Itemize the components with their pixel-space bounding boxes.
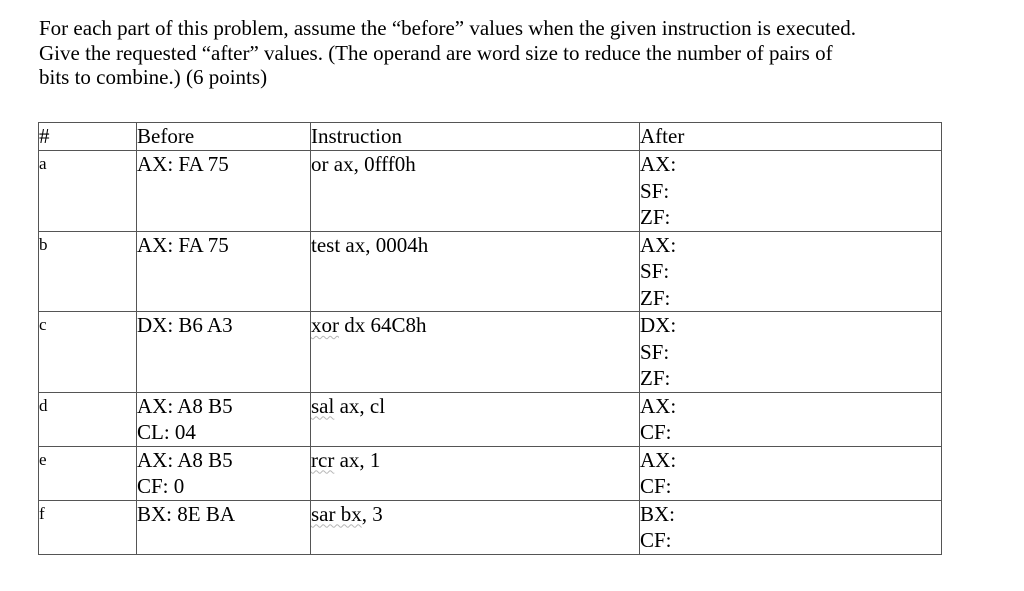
row-letter: c: [39, 315, 47, 334]
row-letter: e: [39, 449, 47, 469]
before-value: AX: FA 75: [137, 152, 229, 176]
table-row: [39, 500, 942, 554]
after-label: AX:: [640, 232, 677, 257]
row-letter: a: [39, 154, 47, 173]
row-letter-cell: [39, 151, 137, 232]
before-cell: [137, 392, 311, 446]
table-row: [39, 392, 942, 446]
before-value: AX: A8 B5: [137, 447, 233, 472]
row-letter-cell: [39, 231, 137, 312]
after-label: AX:: [640, 152, 677, 176]
header-before: Before: [137, 123, 311, 151]
header-after: After: [640, 123, 942, 151]
instruction-cell: [311, 312, 640, 393]
instruction-text: sar bx, 3: [311, 501, 383, 526]
spellcheck-underlined-text: sar bx: [311, 501, 362, 526]
before-value: CL: 04: [137, 420, 196, 444]
problem-instructions: [39, 16, 999, 90]
row-letter: b: [39, 234, 48, 254]
after-cell: [640, 500, 942, 554]
problem-table: [38, 122, 942, 555]
spellcheck-underlined-text: sal: [311, 393, 335, 418]
row-letter: d: [39, 395, 48, 415]
instructions-line-2: Give the requested “after” values. (The operand are word size to reduce the number of pairs of: [39, 40, 833, 65]
table-row: [39, 312, 942, 393]
instruction-text: or ax, 0fff0h: [311, 152, 416, 176]
instruction-cell: [311, 231, 640, 312]
before-cell: [137, 500, 311, 554]
row-letter: f: [39, 503, 45, 523]
after-cell: [640, 312, 942, 393]
after-label: SF:: [640, 259, 670, 283]
row-letter-cell: [39, 446, 137, 500]
after-cell: [640, 231, 942, 312]
header-row: [39, 123, 942, 151]
after-label: AX:: [640, 447, 677, 472]
after-label: SF:: [640, 178, 670, 203]
row-letter-cell: [39, 500, 137, 554]
before-value: CF: 0: [137, 474, 185, 498]
spellcheck-underlined-text: xor: [311, 313, 339, 337]
table-row: [39, 446, 942, 500]
after-label: ZF:: [640, 366, 671, 390]
table-row: [39, 151, 942, 232]
instruction-text: rcr ax, 1: [311, 447, 381, 472]
spellcheck-underlined-text: rcr: [311, 447, 335, 472]
after-label: CF:: [640, 420, 672, 444]
instructions-line-3: bits to combine.) (6 points): [39, 65, 268, 89]
instruction-cell: [311, 500, 640, 554]
before-value: BX: 8E BA: [137, 501, 236, 526]
after-label: ZF:: [640, 205, 671, 229]
after-label: ZF:: [640, 285, 671, 310]
before-value: DX: B6 A3: [137, 313, 233, 337]
before-cell: [137, 446, 311, 500]
instruction-text: test ax, 0004h: [311, 232, 429, 257]
before-cell: [137, 151, 311, 232]
row-letter-cell: [39, 312, 137, 393]
before-cell: [137, 231, 311, 312]
header-instruction: Instruction: [311, 123, 640, 151]
after-label: BX:: [640, 501, 676, 526]
instruction-cell: [311, 392, 640, 446]
after-cell: [640, 446, 942, 500]
after-label: SF:: [640, 339, 670, 364]
after-label: CF:: [640, 474, 672, 498]
row-letter-cell: [39, 392, 137, 446]
before-value: AX: FA 75: [137, 232, 229, 257]
table-row: [39, 231, 942, 312]
after-label: CF:: [640, 528, 672, 552]
before-value: AX: A8 B5: [137, 393, 233, 418]
instruction-cell: [311, 151, 640, 232]
before-cell: [137, 312, 311, 393]
after-cell: [640, 392, 942, 446]
instructions-line-1: For each part of this problem, assume the “before” values when the given instruction is executed.: [39, 16, 856, 40]
after-cell: [640, 151, 942, 232]
instruction-text: xor dx 64C8h: [311, 313, 427, 337]
after-label: AX:: [640, 393, 677, 418]
instruction-cell: [311, 446, 640, 500]
instruction-text: sal ax, cl: [311, 393, 386, 418]
after-label: DX:: [640, 313, 677, 337]
header-number: #: [39, 123, 137, 151]
